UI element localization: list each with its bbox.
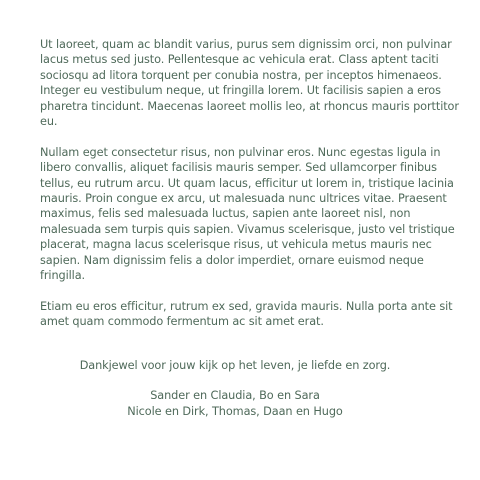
paragraph-1: Ut laoreet, quam ac blandit varius, purus sem dignissim orci, non pulvinar lacus metus sed justo. Pellentesque ac vehicula erat. Class aptent taciti sociosqu ad litora torquent per conubia nostra, per inceptos himenaeos. Integer eu vestibulum neque, ut fringilla lorem. Ut facilisis sapien a eros pharetra tincidunt. Maecenas laoreet mollis leo, at rhoncus mauris porttitor eu.	[40, 38, 459, 129]
paragraph-3: Etiam eu eros efficitur, rutrum ex sed, gravida mauris. Nulla porta ante sit amet quam commodo fermentum ac sit amet erat.	[40, 299, 453, 329]
document-page	[40, 37, 460, 419]
thanks-line: Dankjewel voor jouw kijk op het leven, je liefde en zorg.	[79, 358, 391, 372]
signature-line-2: Nicole en Dirk, Thomas, Daan en Hugo	[127, 404, 343, 418]
paragraph-2: Nullam eget consectetur risus, non pulvinar eros. Nunc egestas ligula in libero convallis, aliquet facilisis mauris semper. Sed ullamcorper finibus tellus, eu rutrum arcu. Ut quam lacus, efficitur ut lorem in, tristique lacinia mauris. Proin congue ex arcu, ut malesuada nunc ultrices vitae. Praesent maximus, felis sed malesuada luctus, sapien ante laoreet nisl, non malesuada sem turpis quis sapien. Vivamus scelerisque, justo vel tristique placerat, magna lacus scelerisque risus, ut vehicula metus mauris nec sapien. Nam dignissim felis a dolor imperdiet, ornare euismod neque fringilla.	[40, 145, 455, 283]
closing-section	[40, 358, 430, 419]
signature-line-1: Sander en Claudia, Bo en Sara	[150, 389, 320, 403]
signature	[40, 388, 430, 419]
